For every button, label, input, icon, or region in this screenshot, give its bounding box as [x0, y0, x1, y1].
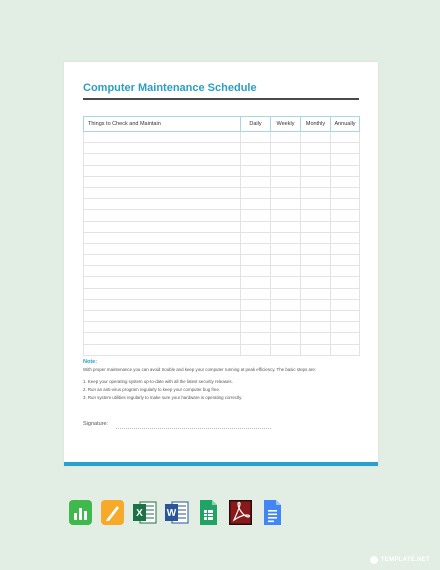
table-cell[interactable] — [301, 154, 331, 165]
table-cell[interactable] — [301, 132, 331, 143]
table-cell[interactable] — [241, 210, 271, 221]
numbers-icon[interactable] — [68, 499, 93, 526]
note-intro: With proper maintenance you can avoid trouble and keep your computer running at peak efficiency. The basic steps are: — [83, 367, 317, 372]
table-cell[interactable] — [84, 266, 241, 277]
table-cell[interactable] — [271, 210, 301, 221]
table-cell[interactable] — [241, 176, 271, 187]
table-header-row — [84, 117, 360, 132]
table-cell[interactable] — [271, 232, 301, 243]
table-cell[interactable] — [241, 322, 271, 333]
table-cell[interactable] — [84, 311, 241, 322]
table-cell[interactable] — [84, 176, 241, 187]
table-row — [84, 299, 360, 310]
table-cell[interactable] — [241, 344, 271, 355]
table-cell[interactable] — [84, 210, 241, 221]
table-row — [84, 187, 360, 198]
table-row — [84, 232, 360, 243]
signature-label: Signature: — [83, 421, 109, 427]
table-cell[interactable] — [84, 255, 241, 266]
column-header-annually: Annually — [331, 117, 360, 132]
table-cell[interactable] — [241, 199, 271, 210]
table-cell[interactable] — [331, 277, 360, 288]
table-cell[interactable] — [241, 132, 271, 143]
table-cell[interactable] — [241, 221, 271, 232]
table-cell[interactable] — [84, 199, 241, 210]
table-cell[interactable] — [301, 243, 331, 254]
table-cell[interactable] — [241, 255, 271, 266]
template-watermark — [370, 556, 430, 564]
table-cell[interactable] — [301, 199, 331, 210]
table-row — [84, 288, 360, 299]
table-cell[interactable] — [331, 311, 360, 322]
signature-line — [116, 428, 271, 429]
table-row — [84, 344, 360, 355]
table-cell[interactable] — [84, 333, 241, 344]
table-cell[interactable] — [84, 165, 241, 176]
svg-text:W: W — [166, 508, 177, 519]
table-cell[interactable] — [84, 277, 241, 288]
table-cell[interactable] — [331, 221, 360, 232]
table-cell[interactable] — [271, 255, 301, 266]
table-cell[interactable] — [331, 132, 360, 143]
table-cell[interactable] — [331, 187, 360, 198]
table-cell[interactable] — [241, 299, 271, 310]
table-cell[interactable] — [331, 299, 360, 310]
table-cell[interactable] — [241, 154, 271, 165]
table-cell[interactable] — [301, 187, 331, 198]
table-cell[interactable] — [331, 322, 360, 333]
table-cell[interactable] — [84, 232, 241, 243]
column-header-things: Things to Check and Maintain — [84, 117, 241, 132]
table-row — [84, 199, 360, 210]
table-cell[interactable] — [241, 232, 271, 243]
column-header-daily: Daily — [241, 117, 271, 132]
table-cell[interactable] — [331, 154, 360, 165]
word-icon[interactable] — [164, 499, 189, 526]
table-row — [84, 266, 360, 277]
pdf-icon[interactable] — [228, 499, 253, 526]
table-cell[interactable] — [301, 176, 331, 187]
document-page — [64, 62, 378, 466]
table-cell[interactable] — [301, 322, 331, 333]
table-cell[interactable] — [331, 344, 360, 355]
table-cell[interactable] — [271, 277, 301, 288]
table-cell[interactable] — [331, 199, 360, 210]
table-cell[interactable] — [271, 199, 301, 210]
table-cell[interactable] — [271, 299, 301, 310]
schedule-table — [83, 116, 360, 356]
table-row — [84, 154, 360, 165]
table-cell[interactable] — [331, 143, 360, 154]
table-row — [84, 243, 360, 254]
table-cell[interactable] — [301, 143, 331, 154]
table-cell[interactable] — [301, 344, 331, 355]
table-cell[interactable] — [241, 311, 271, 322]
table-cell[interactable] — [271, 243, 301, 254]
note-item: 1. Keep your operating system up-to-date with all the latest security releases. — [83, 379, 233, 384]
table-cell[interactable] — [301, 255, 331, 266]
table-row — [84, 311, 360, 322]
table-cell[interactable] — [331, 266, 360, 277]
table-cell[interactable] — [271, 221, 301, 232]
table-cell[interactable] — [84, 344, 241, 355]
table-cell[interactable] — [331, 333, 360, 344]
table-cell[interactable] — [271, 165, 301, 176]
table-cell[interactable] — [84, 132, 241, 143]
column-header-weekly: Weekly — [271, 117, 301, 132]
table-cell[interactable] — [241, 277, 271, 288]
table-row — [84, 277, 360, 288]
table-cell[interactable] — [301, 165, 331, 176]
table-row — [84, 221, 360, 232]
document-title: Computer Maintenance Schedule — [83, 82, 257, 94]
page-footer-bar — [64, 462, 378, 466]
table-cell[interactable] — [271, 132, 301, 143]
schedule-table-body — [84, 132, 360, 356]
table-cell[interactable] — [271, 154, 301, 165]
table-cell[interactable] — [84, 288, 241, 299]
table-cell[interactable] — [301, 277, 331, 288]
table-cell[interactable] — [301, 299, 331, 310]
table-row — [84, 176, 360, 187]
table-cell[interactable] — [84, 243, 241, 254]
table-cell[interactable] — [84, 143, 241, 154]
table-cell[interactable] — [331, 165, 360, 176]
table-cell[interactable] — [241, 333, 271, 344]
table-cell[interactable] — [84, 187, 241, 198]
note-heading: Note: — [83, 359, 98, 365]
watermark-text: TEMPLATE.NET — [380, 557, 430, 563]
table-row — [84, 322, 360, 333]
table-cell[interactable] — [271, 266, 301, 277]
watermark-logo-icon — [370, 556, 378, 564]
google-sheets-icon[interactable] — [196, 499, 221, 526]
table-row — [84, 143, 360, 154]
note-item: 2. Run an anti-virus program regularly to keep your computer bug free. — [83, 387, 221, 392]
table-cell[interactable] — [271, 176, 301, 187]
table-cell[interactable] — [271, 333, 301, 344]
table-cell[interactable] — [331, 176, 360, 187]
table-cell[interactable] — [331, 255, 360, 266]
table-cell[interactable] — [331, 232, 360, 243]
title-divider — [83, 98, 359, 100]
table-row — [84, 132, 360, 143]
google-docs-icon[interactable] — [260, 499, 285, 526]
table-cell[interactable] — [301, 288, 331, 299]
table-cell[interactable] — [301, 266, 331, 277]
table-row — [84, 165, 360, 176]
table-cell[interactable] — [301, 311, 331, 322]
column-header-monthly: Monthly — [301, 117, 331, 132]
table-cell[interactable] — [271, 143, 301, 154]
table-row — [84, 333, 360, 344]
table-cell[interactable] — [271, 344, 301, 355]
table-cell[interactable] — [241, 143, 271, 154]
table-cell[interactable] — [271, 288, 301, 299]
table-cell[interactable] — [241, 266, 271, 277]
svg-text:X: X — [136, 508, 143, 519]
table-row — [84, 210, 360, 221]
table-cell[interactable] — [301, 232, 331, 243]
note-item: 3. Run system utilities regularly to make sure your hardware is operating correctly. — [83, 395, 243, 400]
table-row — [84, 255, 360, 266]
pages-icon[interactable] — [100, 499, 125, 526]
table-cell[interactable] — [331, 243, 360, 254]
table-cell[interactable] — [241, 187, 271, 198]
table-cell[interactable] — [84, 154, 241, 165]
table-cell[interactable] — [84, 322, 241, 333]
table-cell[interactable] — [301, 221, 331, 232]
table-cell[interactable] — [271, 187, 301, 198]
table-cell[interactable] — [301, 210, 331, 221]
table-cell[interactable] — [271, 311, 301, 322]
table-cell[interactable] — [241, 165, 271, 176]
table-cell[interactable] — [241, 288, 271, 299]
table-cell[interactable] — [331, 210, 360, 221]
table-cell[interactable] — [301, 333, 331, 344]
table-cell[interactable] — [331, 288, 360, 299]
table-cell[interactable] — [84, 221, 241, 232]
app-icons-row — [68, 499, 285, 527]
table-cell[interactable] — [271, 322, 301, 333]
excel-icon[interactable] — [132, 499, 157, 526]
table-cell[interactable] — [241, 243, 271, 254]
table-cell[interactable] — [84, 299, 241, 310]
